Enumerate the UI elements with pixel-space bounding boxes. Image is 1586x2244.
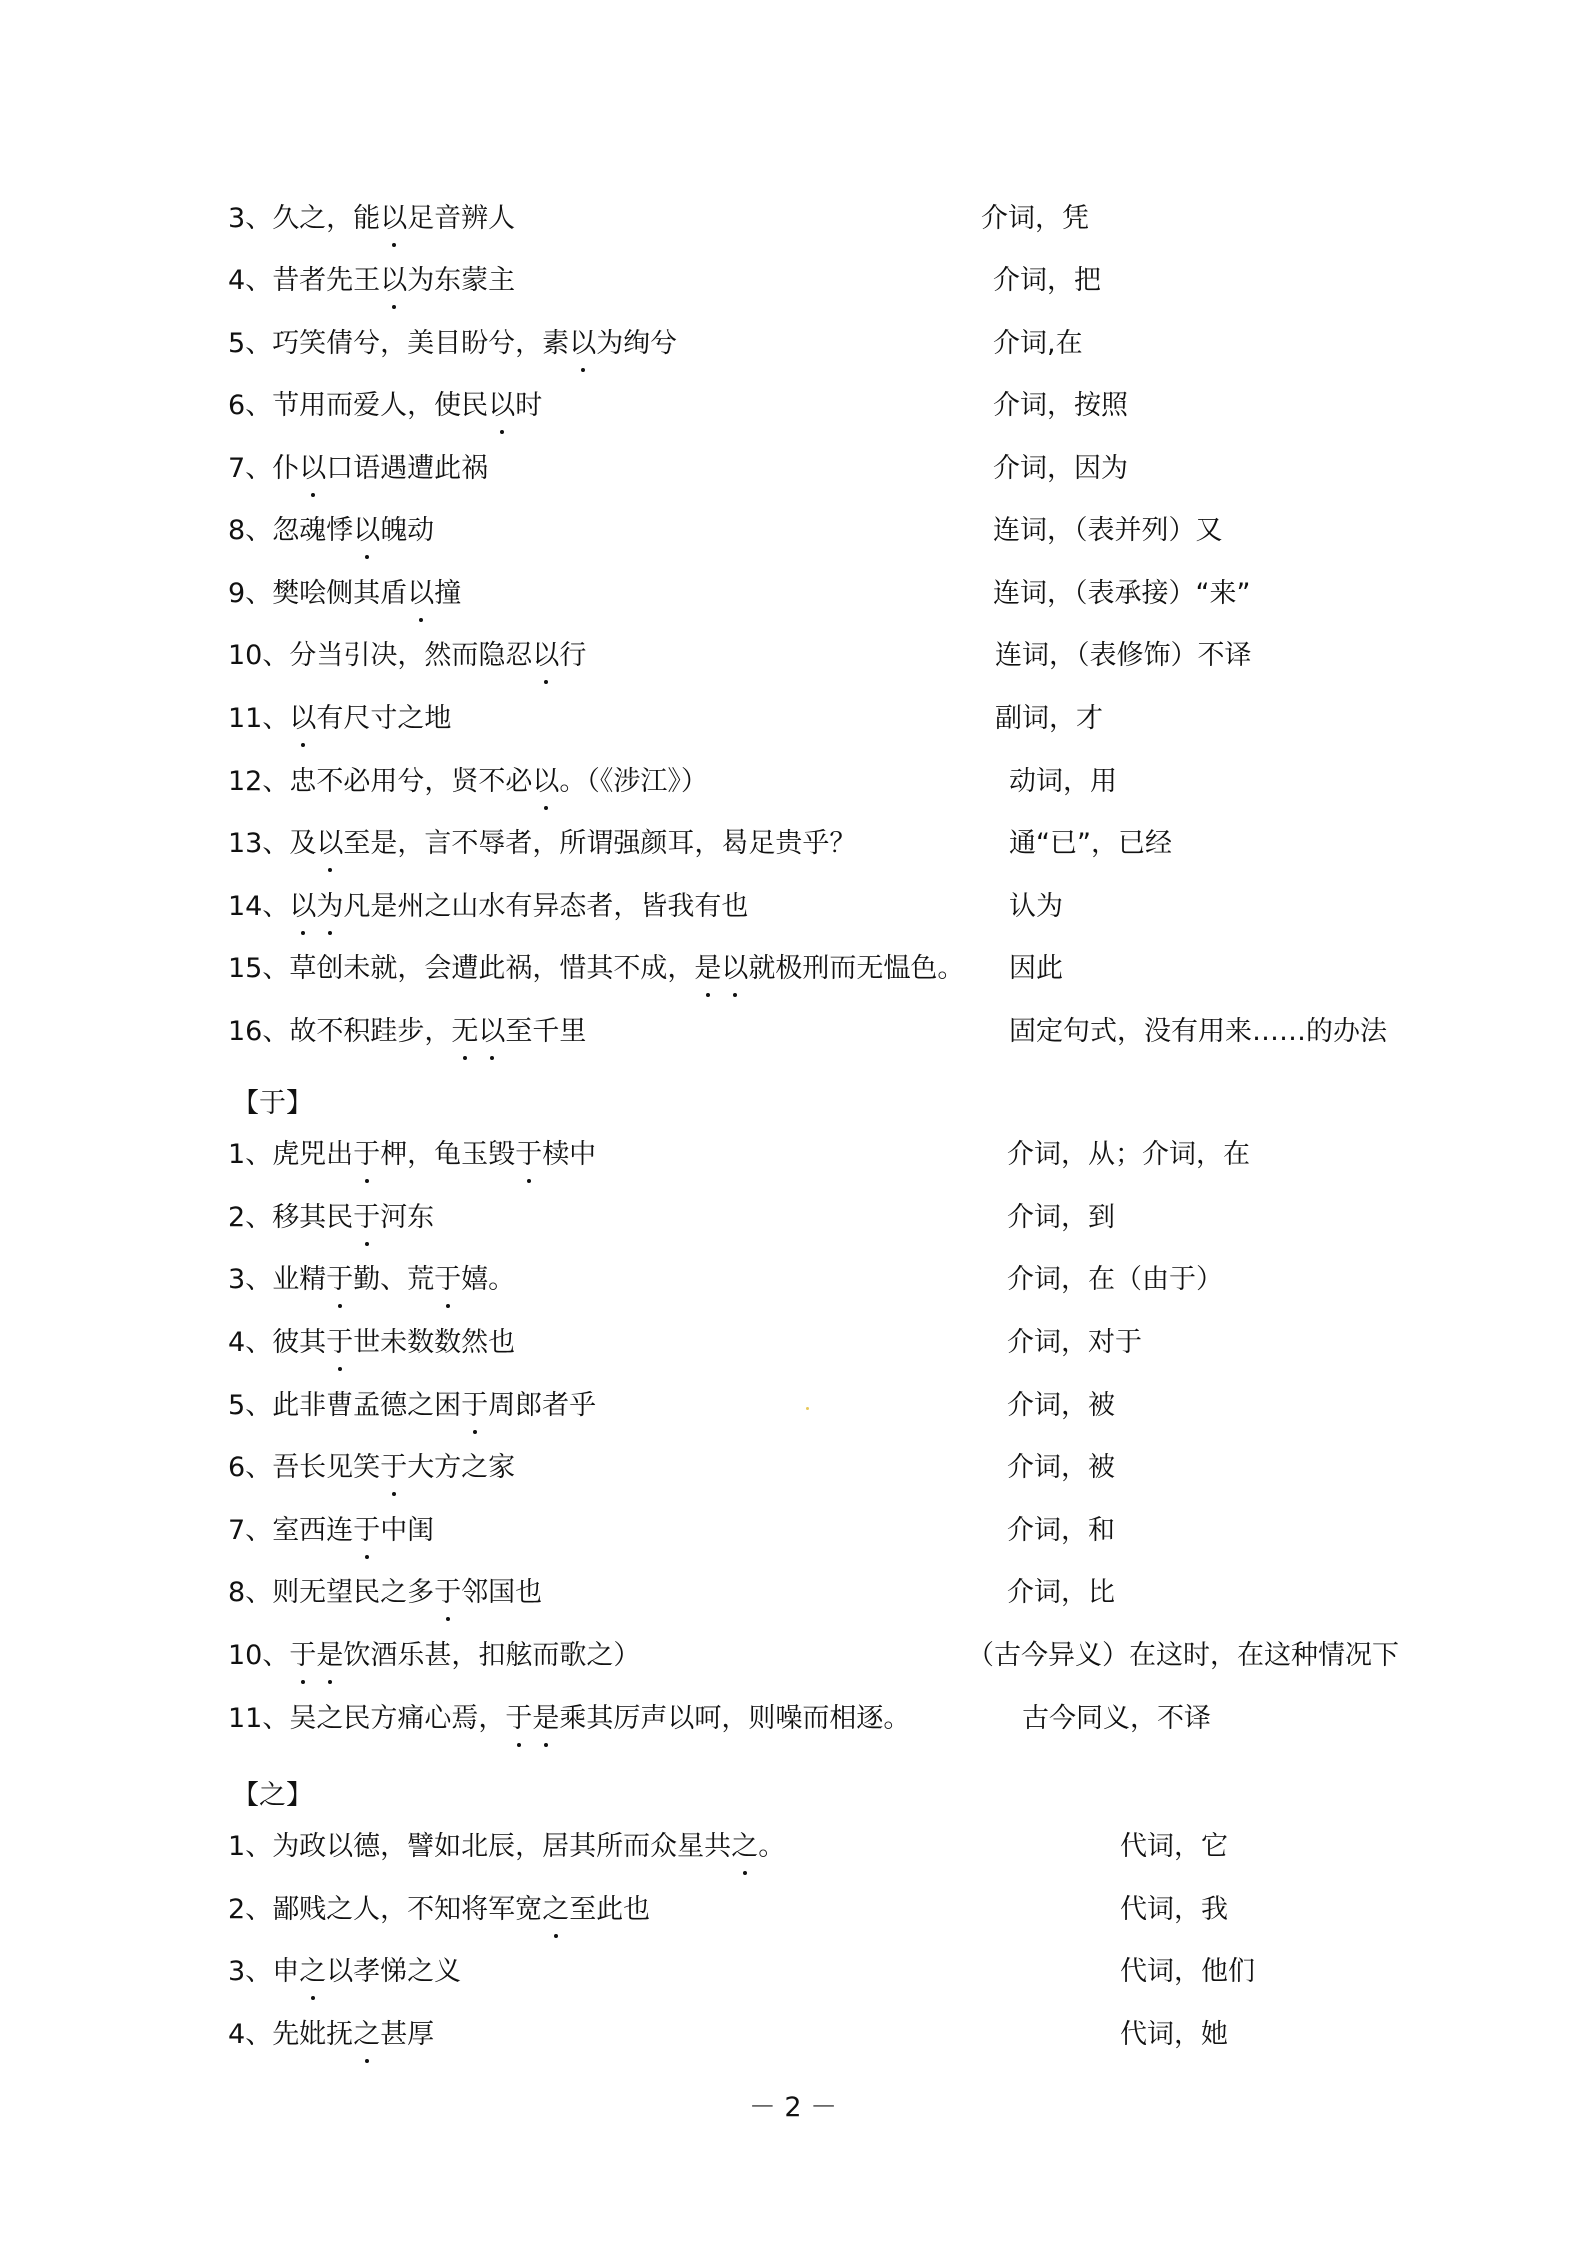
sentence-text: 移其民: [272, 1202, 354, 1233]
list-item: [0, 1258, 1586, 1302]
list-item: [0, 2013, 1586, 2057]
list-item: [0, 1825, 1586, 1869]
list-item: [0, 760, 1586, 804]
gloss-text: 古今同义，不译: [1022, 1703, 1211, 1734]
emphasized-char: 以: [299, 447, 326, 491]
gloss-text: 介词，在（由于）: [1007, 1264, 1223, 1295]
example-sentence: 2、鄙贱之人，不知将军宽之至此也: [228, 1888, 650, 1932]
gloss-text: 介词，和: [1007, 1515, 1115, 1546]
example-sentence: 13、及以至是，言不辱者，所谓强颜耳，曷足贵乎？: [228, 822, 856, 866]
emphasized-char: 之: [542, 1888, 569, 1932]
emphasized-char: 于: [353, 1133, 380, 1177]
gloss-text: 介词，因为: [993, 453, 1128, 484]
sentence-text: 大方之家: [407, 1452, 516, 1483]
item-number: 6: [228, 390, 246, 421]
item-number: 5: [228, 328, 246, 359]
gloss-text: 介词，被: [1007, 1390, 1115, 1421]
list-item: [0, 384, 1586, 428]
section-heading: 【之】: [232, 1780, 313, 1811]
emphasized-char: 以: [488, 384, 515, 428]
emphasized-char: 于: [326, 1258, 353, 1302]
example-sentence: 3、久之，能以足音辨人: [228, 197, 515, 241]
sentence-text: 草创未就，会遭此祸，惜其不成，: [289, 953, 695, 984]
sentence-text: 周郎者乎: [488, 1390, 597, 1421]
sentence-text: 有尺寸之地: [316, 703, 452, 734]
item-number: 13: [228, 828, 263, 859]
list-item: [0, 1509, 1586, 1553]
example-sentence: 5、此非曹孟德之困于周郎者乎: [228, 1384, 596, 1428]
item-number: 12: [228, 766, 263, 797]
emphasized-char: 以: [380, 197, 407, 241]
example-sentence: 3、业精于勤、荒于嬉。: [228, 1258, 515, 1302]
gloss-text: 因此: [1009, 953, 1063, 984]
emphasized-char: 之: [731, 1825, 758, 1869]
emphasized-char: 于: [515, 1133, 542, 1177]
sentence-text: 世未数数然也: [353, 1327, 516, 1358]
sentence-text: 。（《涉江》）: [559, 766, 708, 797]
gloss-text: 连词，（表修饰）不译: [995, 640, 1252, 671]
emphasized-char: 是: [532, 1697, 559, 1741]
sentence-text: 鄙贱之人，不知将军宽: [272, 1894, 543, 1925]
sentence-text: 业精: [272, 1264, 327, 1295]
sentence-text: 樊哙侧其盾: [272, 578, 408, 609]
gloss-text: 通“已”，已经: [1009, 828, 1172, 859]
item-number: 2: [228, 1202, 246, 1233]
list-item: [0, 1697, 1586, 1741]
emphasized-char: 于: [434, 1571, 461, 1615]
item-number: 11: [228, 703, 263, 734]
item-number: 4: [228, 265, 246, 296]
example-sentence: 2、移其民于河东: [228, 1196, 434, 1240]
list-item: [0, 1950, 1586, 1994]
sentence-text: 河东: [380, 1202, 435, 1233]
emphasized-char: 于: [380, 1446, 407, 1490]
sentence-text: 甚厚: [380, 2019, 435, 2050]
list-item: [0, 1196, 1586, 1240]
sentence-text: 为政以德，譬如北辰，居其所而众星共: [272, 1831, 732, 1862]
item-number: 8: [228, 1577, 246, 1608]
item-number: 1: [228, 1139, 246, 1170]
emphasized-char: 于: [505, 1697, 532, 1741]
emphasized-char: 之: [299, 1950, 326, 1994]
item-number: 10: [228, 640, 263, 671]
emphasized-char: 是: [316, 1634, 343, 1678]
example-sentence: 7、室西连于中闺: [228, 1509, 434, 1553]
sentence-text: 足音辨人: [407, 203, 516, 234]
list-item: [0, 259, 1586, 303]
emphasized-char: 以: [478, 1010, 505, 1054]
item-number: 16: [228, 1016, 263, 1047]
item-number: 7: [228, 453, 246, 484]
example-sentence: 15、草创未就，会遭此祸，惜其不成，是以就极刑而无愠色。: [228, 947, 964, 991]
gloss-text: 固定句式，没有用来……的办法: [1009, 1016, 1387, 1047]
sentence-text: 彼其: [272, 1327, 327, 1358]
emphasized-char: 以: [721, 947, 748, 991]
example-sentence: 6、吾长见笑于大方之家: [228, 1446, 515, 1490]
sentence-text: 邻国也: [461, 1577, 543, 1608]
sentence-text: 久之，能: [272, 203, 381, 234]
example-sentence: 4、先妣抚之甚厚: [228, 2013, 434, 2057]
example-sentence: 12、忠不必用兮，贤不必以。（《涉江》）: [228, 760, 708, 804]
sentence-text: 为东蒙主: [407, 265, 516, 296]
item-number: 4: [228, 1327, 246, 1358]
sentence-text: 虎兕出: [272, 1139, 354, 1170]
example-sentence: 3、申之以孝悌之义: [228, 1950, 461, 1994]
list-item: [0, 1384, 1586, 1428]
sentence-text: 为绚兮: [596, 328, 678, 359]
sentence-text: 乘其厉声以呵，则噪而相逐。: [559, 1703, 911, 1734]
emphasized-char: 以: [316, 822, 343, 866]
sentence-text: 室西连: [272, 1515, 354, 1546]
emphasized-char: 以: [407, 572, 434, 616]
sentence-text: 椟中: [542, 1139, 597, 1170]
gloss-text: 代词，我: [1120, 1894, 1228, 1925]
sentence-text: 先妣抚: [272, 2019, 354, 2050]
emphasized-char: 是: [694, 947, 721, 991]
list-item: [0, 822, 1586, 866]
emphasized-char: 于: [326, 1321, 353, 1365]
sentence-text: 以孝悌之义: [326, 1956, 462, 1987]
gloss-text: 介词，从；介词，在: [1007, 1139, 1250, 1170]
sentence-text: 故不积跬步，: [289, 1016, 452, 1047]
item-number: 15: [228, 953, 263, 984]
item-number: 3: [228, 203, 246, 234]
example-sentence: 1、为政以德，譬如北辰，居其所而众星共之。: [228, 1825, 785, 1869]
example-sentence: 14、以为凡是州之山水有异态者，皆我有也: [228, 885, 748, 929]
sentence-text: 吴之民方痛心焉，: [289, 1703, 506, 1734]
sentence-text: 忽魂悸: [272, 515, 354, 546]
emphasized-char: 以: [569, 322, 596, 366]
example-sentence: 11、以有尺寸之地: [228, 697, 451, 741]
section-heading: 【于】: [232, 1088, 313, 1119]
list-item: [0, 1446, 1586, 1490]
sentence-text: 则无望民之多: [272, 1577, 435, 1608]
emphasized-char: 以: [380, 259, 407, 303]
example-sentence: 7、仆以口语遇遭此祸: [228, 447, 488, 491]
list-item: [0, 322, 1586, 366]
item-number: 10: [228, 1640, 263, 1671]
sentence-text: 吾长见笑: [272, 1452, 381, 1483]
gloss-text: （古今异义）在这时，在这种情况下: [967, 1640, 1399, 1671]
gloss-text: 连词，（表并列）又: [993, 515, 1223, 546]
item-number: 11: [228, 1703, 263, 1734]
sentence-text: 此非曹孟德之困: [272, 1390, 462, 1421]
item-number: 1: [228, 1831, 246, 1862]
item-number: 5: [228, 1390, 246, 1421]
sentence-text: 至是，言不辱者，所谓强颜耳，曷足贵乎？: [343, 828, 857, 859]
emphasized-char: 于: [353, 1196, 380, 1240]
sentence-text: 节用而爱人，使民: [272, 390, 489, 421]
sentence-text: 至千里: [505, 1016, 587, 1047]
emphasized-char: 于: [434, 1258, 461, 1302]
sentence-text: 中闺: [380, 1515, 435, 1546]
item-number: 6: [228, 1452, 246, 1483]
sentence-text: 忠不必用兮，贤不必: [289, 766, 533, 797]
gloss-text: 介词，对于: [1007, 1327, 1142, 1358]
sentence-text: 凡是州之山水有异态者，皆我有也: [343, 891, 749, 922]
sentence-text: 。: [758, 1831, 786, 1862]
item-number: 3: [228, 1264, 246, 1295]
example-sentence: 6、节用而爱人，使民以时: [228, 384, 542, 428]
list-item: [0, 947, 1586, 991]
sentence-text: 时: [515, 390, 543, 421]
sentence-text: 仆: [272, 453, 300, 484]
emphasized-char: 以: [289, 697, 316, 741]
example-sentence: 16、故不积跬步，无以至千里: [228, 1010, 586, 1054]
item-number: 2: [228, 1894, 246, 1925]
example-sentence: 4、彼其于世未数数然也: [228, 1321, 515, 1365]
list-item: [0, 885, 1586, 929]
item-number: 14: [228, 891, 263, 922]
gloss-text: 代词，他们: [1120, 1956, 1255, 1987]
sentence-text: 昔者先王: [272, 265, 381, 296]
list-item: [0, 697, 1586, 741]
item-number: 3: [228, 1956, 246, 1987]
gloss-text: 介词，比: [1007, 1577, 1115, 1608]
gloss-text: 介词，被: [1007, 1452, 1115, 1483]
example-sentence: 1、虎兕出于柙，龟玉毁于椟中: [228, 1133, 596, 1177]
list-item: [0, 1634, 1586, 1678]
page-number: － 2 －: [748, 2092, 838, 2123]
sentence-text: 及: [289, 828, 317, 859]
item-number: 4: [228, 2019, 246, 2050]
example-sentence: 8、忽魂悸以魄动: [228, 509, 434, 553]
sentence-text: 魄动: [380, 515, 435, 546]
list-item: [0, 197, 1586, 241]
example-sentence: 10、分当引决，然而隐忍以行: [228, 634, 586, 678]
example-sentence: 9、樊哙侧其盾以撞: [228, 572, 461, 616]
gloss-text: 介词，凭: [981, 203, 1089, 234]
gloss-text: 连词，（表承接）“来”: [993, 578, 1251, 609]
example-sentence: 4、昔者先王以为东蒙主: [228, 259, 515, 303]
gloss-text: 认为: [1009, 891, 1063, 922]
list-item: [0, 1010, 1586, 1054]
sentence-text: 柙，龟玉毁: [380, 1139, 516, 1170]
item-number: 9: [228, 578, 246, 609]
gloss-text: 介词,在: [993, 328, 1083, 359]
emphasized-char: 以: [289, 885, 316, 929]
item-number: 8: [228, 515, 246, 546]
sentence-text: 勤、荒: [353, 1264, 435, 1295]
list-item: [0, 1571, 1586, 1615]
sentence-text: 申: [272, 1956, 300, 1987]
list-item: [0, 1321, 1586, 1365]
list-item: [0, 1888, 1586, 1932]
gloss-text: 代词，她: [1120, 2019, 1228, 2050]
emphasized-char: 为: [316, 885, 343, 929]
emphasized-char: 于: [353, 1509, 380, 1553]
list-item: [0, 509, 1586, 553]
gloss-text: 介词，按照: [993, 390, 1128, 421]
gloss-text: 介词，到: [1007, 1202, 1115, 1233]
emphasized-char: 之: [353, 2013, 380, 2057]
sentence-text: 行: [559, 640, 587, 671]
emphasized-char: 以: [353, 509, 380, 553]
example-sentence: 5、巧笑倩兮，美目盼兮，素以为绚兮: [228, 322, 677, 366]
example-sentence: 11、吴之民方痛心焉，于是乘其厉声以呵，则噪而相逐。: [228, 1697, 910, 1741]
gloss-text: 副词，才: [995, 703, 1103, 734]
sentence-text: 就极刑而无愠色。: [748, 953, 965, 984]
example-sentence: 10、于是饮酒乐甚，扣舷而歌之）: [228, 1634, 640, 1678]
sentence-text: 饮酒乐甚，扣舷而歌之）: [343, 1640, 641, 1671]
item-number: 7: [228, 1515, 246, 1546]
emphasized-char: 以: [532, 634, 559, 678]
sentence-text: 分当引决，然而隐忍: [289, 640, 533, 671]
emphasized-char: 于: [461, 1384, 488, 1428]
sentence-text: 嬉。: [461, 1264, 516, 1295]
emphasized-char: 无: [451, 1010, 478, 1054]
list-item: [0, 447, 1586, 491]
example-sentence: 8、则无望民之多于邻国也: [228, 1571, 542, 1615]
gloss-text: 代词，它: [1120, 1831, 1228, 1862]
emphasized-char: 以: [532, 760, 559, 804]
list-item: [0, 572, 1586, 616]
list-item: [0, 1133, 1586, 1177]
list-item: [0, 634, 1586, 678]
gloss-text: 介词，把: [993, 265, 1101, 296]
gloss-text: 动词，用: [1009, 766, 1117, 797]
sentence-text: 撞: [434, 578, 462, 609]
emphasized-char: 于: [289, 1634, 316, 1678]
sentence-text: 至此也: [569, 1894, 651, 1925]
sentence-text: 口语遇遭此祸: [326, 453, 489, 484]
sentence-text: 巧笑倩兮，美目盼兮，素: [272, 328, 570, 359]
